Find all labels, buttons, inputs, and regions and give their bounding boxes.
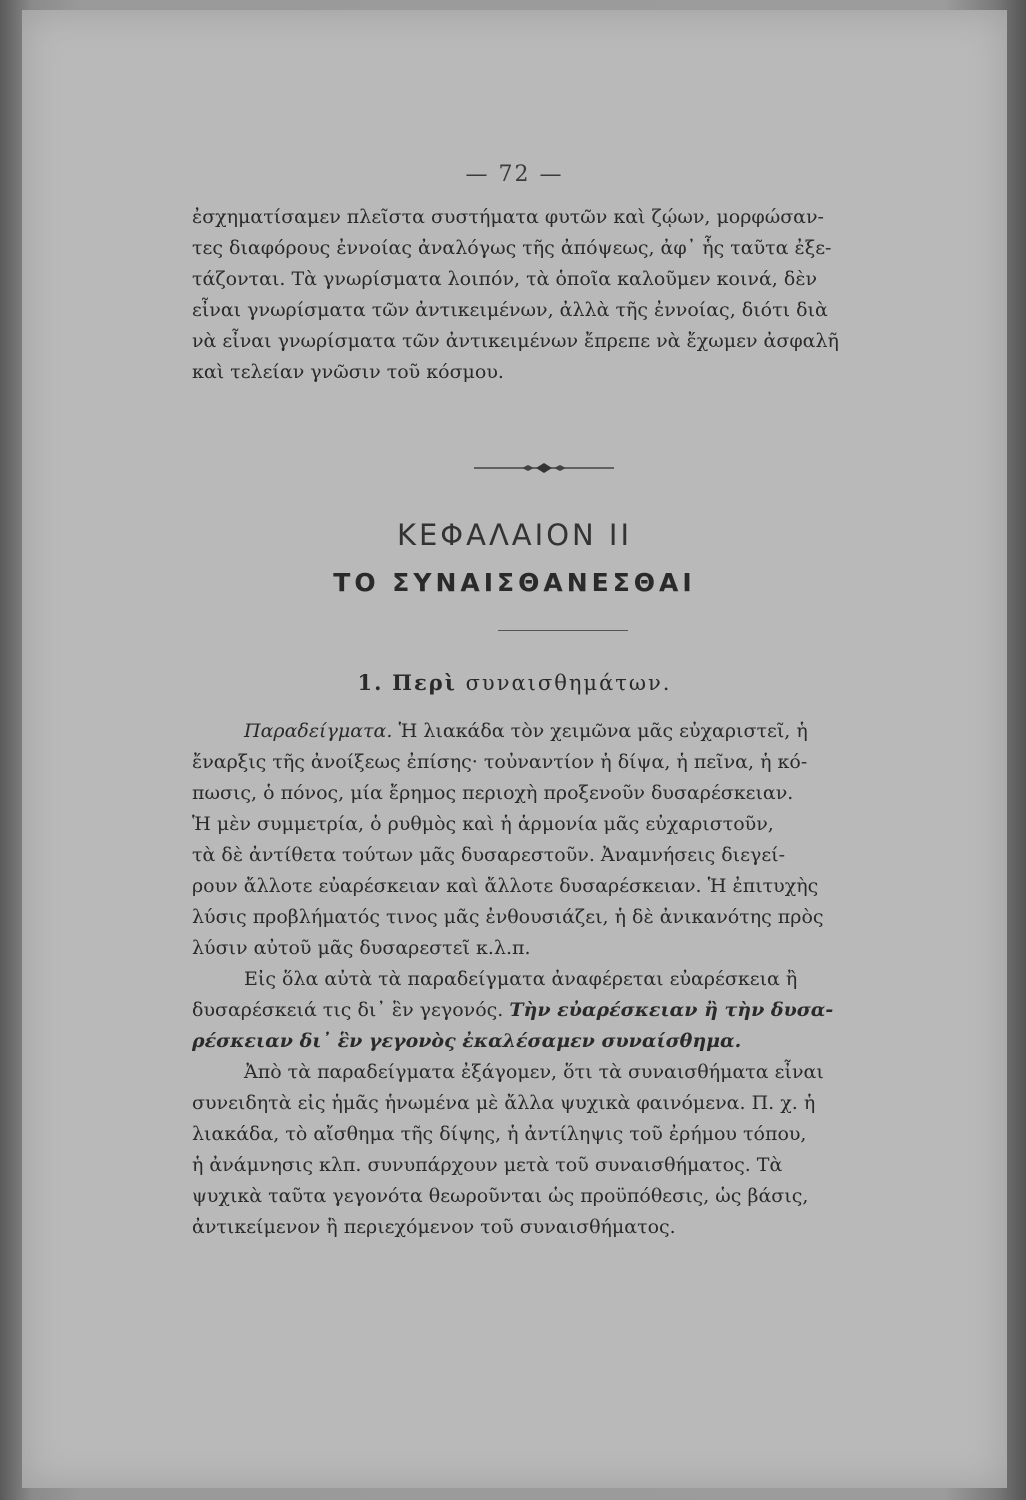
text-line: τάζονται. Τὰ γνωρίσματα λοιπόν, τὰ ὁποῖα καλοῦμεν κοινά, δὲν xyxy=(192,268,818,290)
book-page xyxy=(22,10,1007,1488)
divider-rule xyxy=(498,630,628,631)
text-span: δυσαρέσκειά τις δι᾽ ἓν γεγονός. xyxy=(192,999,504,1021)
text-line: καὶ τελείαν γνῶσιν τοῦ κόσμου. xyxy=(192,361,504,383)
text-line: τες διαφόρους ἐννοίας ἀναλόγως τῆς ἀπόψεως, ἀφ᾽ ἧς ταῦτα ἐξε- xyxy=(192,237,832,259)
text-line xyxy=(192,1001,957,1032)
text-line: εἶναι γνωρίσματα τῶν ἀντικειμένων, ἀλλὰ τῆς ἐννοίας, διότι διὰ xyxy=(192,299,828,321)
text-line: ρουν ἄλλοτε εὐαρέσκειαν καὶ ἄλλοτε δυσαρέσκειαν. Ἡ ἐπιτυχὴς xyxy=(192,875,819,897)
text-line: συνειδητὰ εἰς ἡμᾶς ἡνωμένα μὲ ἄλλα ψυχικὰ φαινόμενα. Π. χ. ἡ xyxy=(192,1092,816,1114)
paragraph-lead: Παραδείγματα. xyxy=(244,720,393,742)
section-heading xyxy=(22,670,1007,695)
text-line: ἔναρξις τῆς ἀνοίξεως ἐπίσης· τοὐναντίον ἡ δίψα, ἡ πεῖνα, ἡ κό- xyxy=(192,751,808,773)
text-line: τὰ δὲ ἀντίθετα τούτων μᾶς δυσαρεστοῦν. Ἀναμνήσεις διεγεί- xyxy=(192,844,786,866)
section-title-bold: Περὶ xyxy=(392,670,457,695)
text-line: ἐσχηματίσαμεν πλεῖστα συστήματα φυτῶν καὶ ζῴων, μορφώσαν- xyxy=(192,206,824,228)
main-text xyxy=(192,722,957,1249)
text-line: ἀντικείμενον ἢ περιεχόμενον τοῦ συναισθήματος. xyxy=(192,1216,676,1238)
text-line: λύσις προβλήματός τινος μᾶς ἐνθουσιάζει, ἡ δὲ ἀνικανότης πρὸς xyxy=(192,906,824,928)
chapter-label: ΚΕΦΑΛΑΙΟΝ ΙΙ xyxy=(396,518,633,552)
text-line: Ἀπὸ τὰ παραδείγματα ἐξάγομεν, ὅτι τὰ συναισθήματα εἶναι xyxy=(244,1061,824,1083)
text-line: Ἡ μὲν συμμετρία, ὁ ρυθμὸς καὶ ἡ ἁρμονία μᾶς εὐχαριστοῦν, xyxy=(192,813,774,835)
text-line: Εἰς ὅλα αὐτὰ τὰ παραδείγματα ἀναφέρεται εὐαρέσκεια ἢ xyxy=(244,968,798,990)
intro-paragraph xyxy=(192,208,957,394)
text-line: ἡ ἀνάμνησις κλπ. συνυπάρχουν μετὰ τοῦ συναισθήματος. Τὰ xyxy=(192,1154,783,1176)
text-line xyxy=(192,722,957,753)
section-title-rest: συναισθημάτων. xyxy=(465,671,672,695)
section-number: 1. xyxy=(357,670,384,695)
chapter-title: ΤΟ ΣΥΝΑΙΣΘΑΝΕΣΘΑΙ xyxy=(333,568,696,597)
text-line: νὰ εἶναι γνωρίσματα τῶν ἀντικειμένων ἔπρεπε νὰ ἔχωμεν ἀσφαλῆ xyxy=(192,330,839,352)
text-line: πωσις, ὁ πόνος, μία ἔρημος περιοχὴ προξενοῦν δυσαρέσκειαν. xyxy=(192,782,794,804)
definition-text: ρέσκειαν δι᾽ ἓν γεγονὸς ἐκαλέσαμεν συναίσθημα. xyxy=(192,1030,742,1052)
text-line: λιακάδα, τὸ αἴσθημα τῆς δίψης, ἡ ἀντίληψις τοῦ ἐρήμου τόπου, xyxy=(192,1123,807,1145)
text-span: Ἡ λιακάδα τὸν χειμῶνα μᾶς εὐχαριστεῖ, ἡ xyxy=(398,720,808,742)
text-line: λύσιν αὐτοῦ μᾶς δυσαρεστεῖ κ.λ.π. xyxy=(192,937,531,959)
ornament-divider xyxy=(474,458,614,478)
text-line: ψυχικὰ ταῦτα γεγονότα θεωροῦνται ὡς προϋπόθεσις, ὡς βάσις, xyxy=(192,1185,809,1207)
page-number: — 72 — xyxy=(465,162,564,187)
definition-text: Τὴν εὐαρέσκειαν ἢ τὴν δυσα- xyxy=(509,999,834,1021)
